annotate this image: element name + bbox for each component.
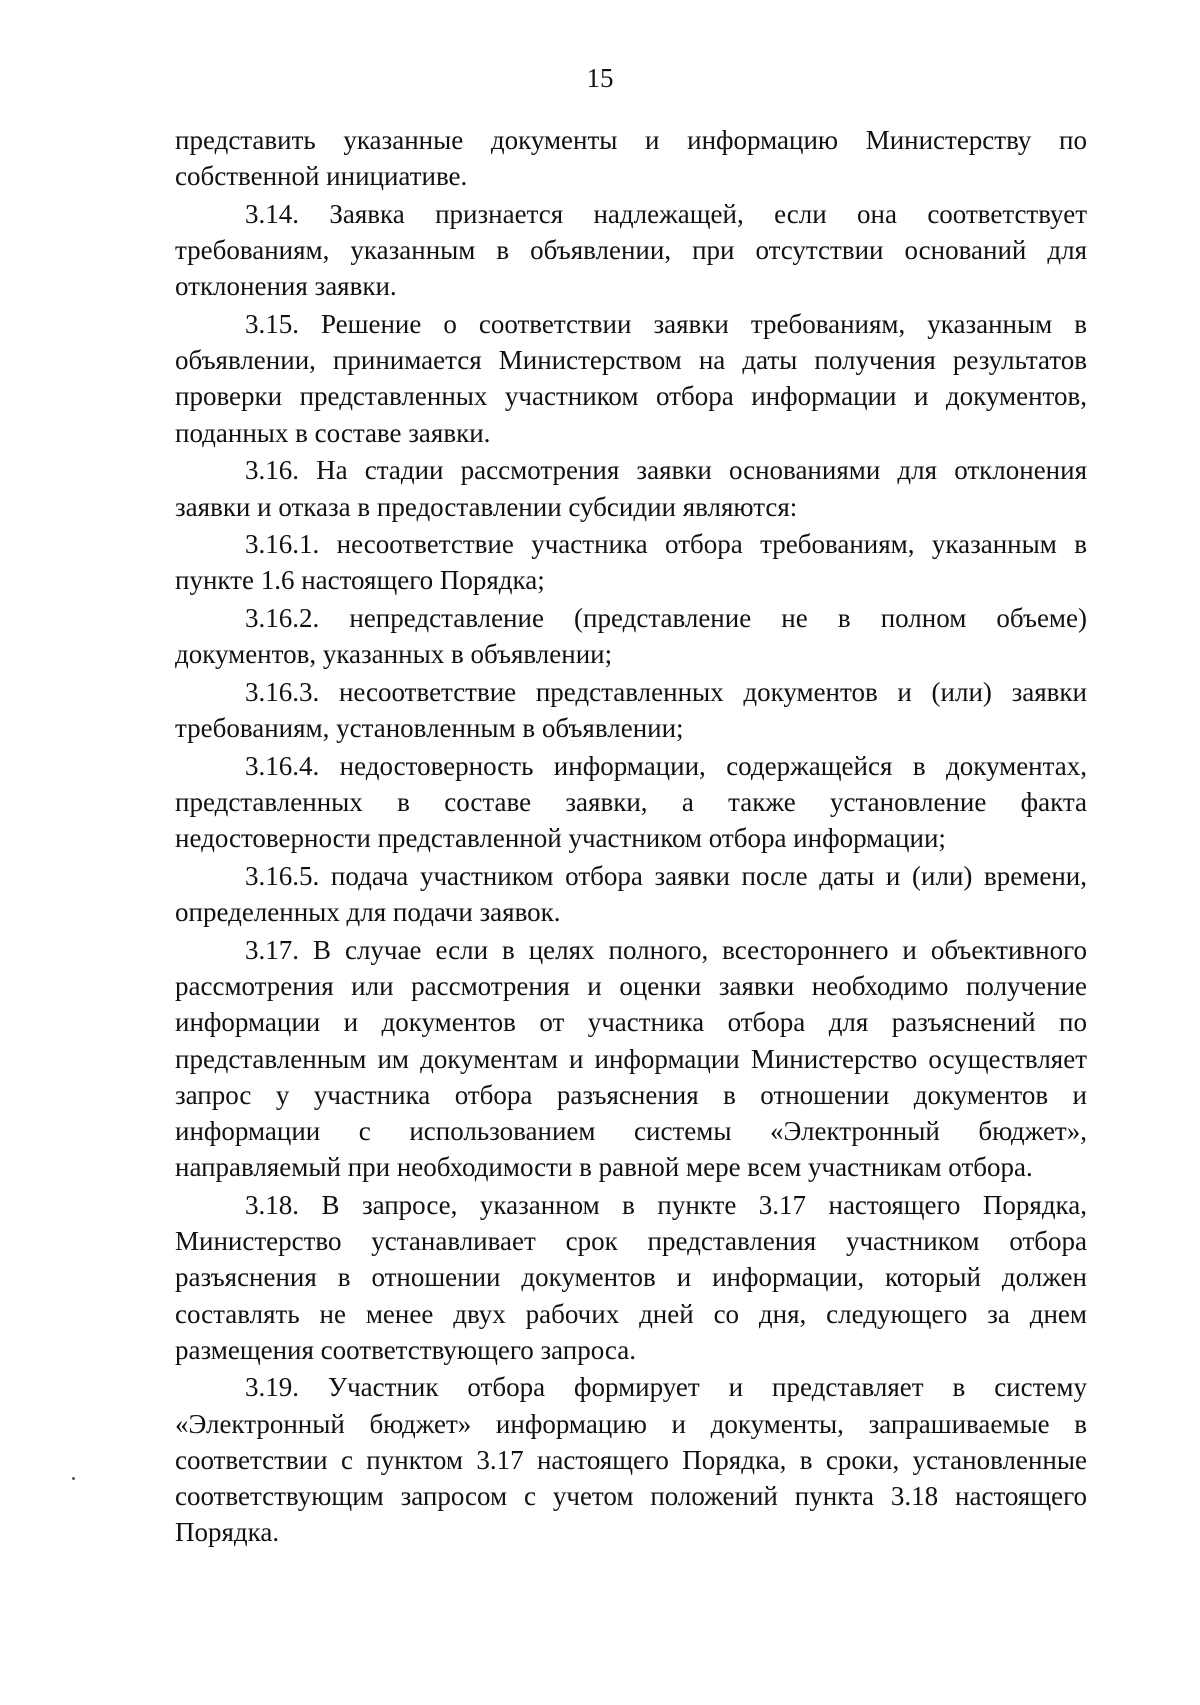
paragraph-3-16-3: 3.16.3. несоответствие представленных документов и (или) заявки требованиям, установленным в объявлении; bbox=[175, 677, 1087, 744]
paragraph-3-18: 3.18. В запросе, указанном в пункте 3.17 настоящего Порядка, Министерство устанавливает срок представления участником отбора разъяснения в отношении документов и информации, который должен составлять не менее двух рабочих дней со дня, следующего за днем размещения соответствующего запроса. bbox=[175, 1189, 1087, 1365]
paragraph-3-16: 3.16. На стадии рассмотрения заявки основаниями для отклонения заявки и отказа в предоставлении субсидии являются: bbox=[175, 455, 1087, 522]
paragraph: представить указанные документы и информацию Министерству по собственной инициативе. bbox=[175, 125, 1087, 192]
page-number: 15 bbox=[586, 63, 614, 93]
paragraph-3-16-4: 3.16.4. недостоверность информации, содержащейся в документах, представленных в составе заявки, а также установление факта недостоверности представленной участником отбора информации; bbox=[175, 750, 1087, 854]
paragraph-3-16-1: 3.16.1. несоответствие участника отбора требованиям, указанным в пункте 1.6 настоящего Порядка; bbox=[175, 529, 1087, 596]
scan-speck bbox=[72, 1477, 75, 1480]
paragraph-3-17: 3.17. В случае если в целях полного, всестороннего и объективного рассмотрения или рассмотрения и оценки заявки необходимо получение информации и документов от участника отбора для разъяснений по представленным им документам и информации Министерство осуществляет запрос у участника отбора разъяснения в отношении документов и информации с использованием системы «Электронный бюджет», направляемый при необходимости в равной мере всем участникам отбора. bbox=[175, 934, 1087, 1183]
document-body bbox=[175, 122, 1087, 1552]
paragraph-3-15: 3.15. Решение о соответствии заявки требованиям, указанным в объявлении, принимается Министерством на даты получения результатов проверки представленных участником отбора информации и документов, поданных в составе заявки. bbox=[175, 309, 1087, 448]
paragraph-3-16-5: 3.16.5. подача участником отбора заявки после даты и (или) времени, определенных для подачи заявок. bbox=[175, 861, 1087, 928]
paragraph-3-14: 3.14. Заявка признается надлежащей, если она соответствует требованиям, указанным в объявлении, при отсутствии оснований для отклонения заявки. bbox=[175, 198, 1087, 302]
paragraph-3-19: 3.19. Участник отбора формирует и представляет в систему «Электронный бюджет» информацию и документы, запрашиваемые в соответствии с пунктом 3.17 настоящего Порядка, в сроки, установленные соответствующим запросом с учетом положений пункта 3.18 настоящего Порядка. bbox=[175, 1372, 1087, 1548]
paragraph-3-16-2: 3.16.2. непредставление (представление не в полном объеме) документов, указанных в объявлении; bbox=[175, 603, 1087, 670]
